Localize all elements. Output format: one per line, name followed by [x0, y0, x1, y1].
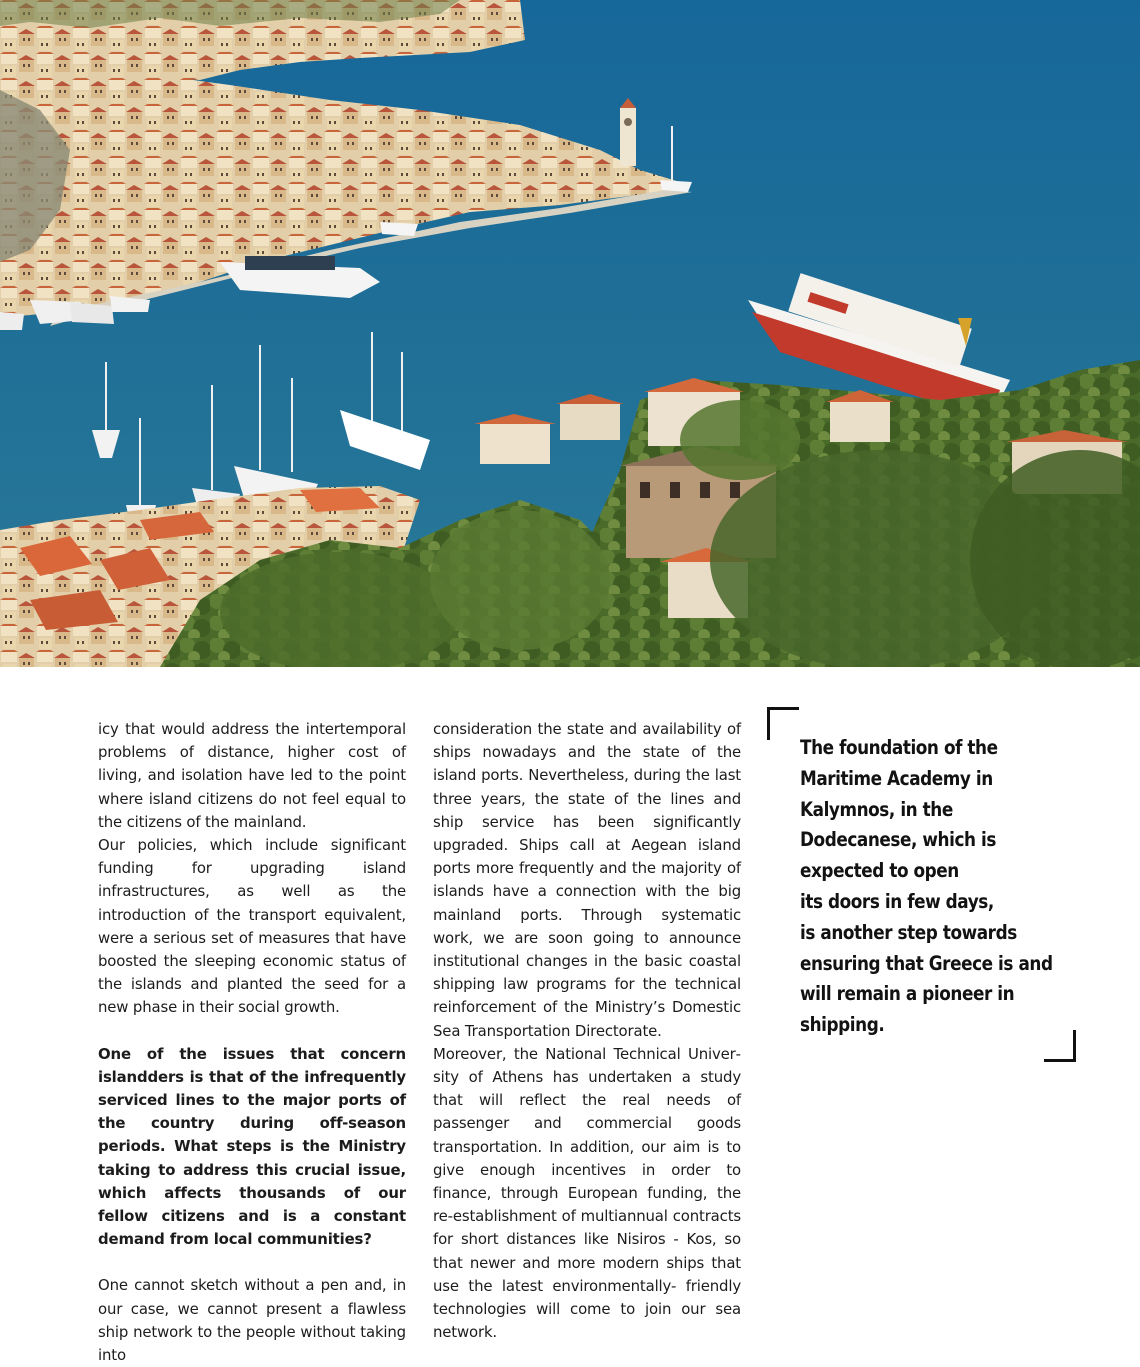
column2-paragraph-1: consideration the state and availability of ships nowadays and the state of the island ports. Nevertheless, during the last three years, the state of the lines and ship service has been significantly upgraded. Ships call at Aegean island ports more frequently and the majority of islands have a connection with the big mainland ports. Through systematic work, we are soon going to announce institutional changes in the basic coastal shipping law programs for the technical reinforcement of the Ministry’s Domestic Sea Transportation Directorate.: [433, 720, 741, 1040]
pullquote-corner-bottom-right: [1044, 1030, 1076, 1062]
harbour-photo: [0, 0, 1140, 667]
column2-paragraph-2: Moreover, the National Technical University of Athens has undertaken a study that will reflect the real needs of passenger and commercial goods transportation. In addition, our aim is to give enough incentives in order to finance, through European funding, the re-establishment of multiannual contracts for short distances like Nisiros - Kos, so that newer and more modern ships that use the latest environmentally- friendly technologies will come to join our sea network.: [433, 1044, 741, 1342]
clock-tower: [620, 108, 636, 166]
article-column-1: [98, 718, 406, 1367]
column1-paragraph-1: icy that would address the intertemporal problems of distance, higher cost of living, and isolation have led to the point where island citizens do not feel equal to the citizens of the mainland.: [98, 720, 406, 831]
pullquote-corner-top-left: [767, 707, 799, 740]
pullquote-line: ensuring that Greece is and: [800, 951, 1053, 975]
pullquote-line: will remain a pioneer in: [800, 982, 1015, 1006]
pullquote-line: Dodecanese, which is: [800, 828, 996, 852]
harbour-photo-illustration: [0, 0, 1140, 667]
pullquote-line: The foundation of the: [800, 736, 998, 759]
pullquote-line: Maritime Academy in: [800, 766, 993, 790]
pullquote-line: is another step towards: [800, 920, 1017, 944]
pullquote-line: expected to open: [800, 859, 959, 883]
column1-paragraph-2: Our policies, which include significant funding for upgrading island infrastructures, as well as the introduction of the transport equivalent, were a serious set of measures that have boosted the sleeping economic status of the islands and planted the seed for a new phase in their social growth.: [98, 836, 406, 1017]
pullquote-line: shipping.: [800, 1013, 885, 1037]
interview-question: One of the issues that concern islandders is that of the infrequently serviced lines to the major ports of the country during off-season periods. What steps is the Ministry taking to address this crucial issue, which affects thousands of our fellow citizens and is a constant demand from local communities?: [98, 1044, 406, 1249]
article-column-2: [433, 718, 741, 1344]
pull-quote: [800, 733, 1053, 1041]
column1-paragraph-3: One cannot sketch without a pen and, in our case, we cannot present a flawless ship network to the people without taking into: [98, 1276, 406, 1365]
pullquote-line: its doors in few days,: [800, 889, 994, 913]
pullquote-line: Kalymnos, in the: [800, 797, 953, 821]
